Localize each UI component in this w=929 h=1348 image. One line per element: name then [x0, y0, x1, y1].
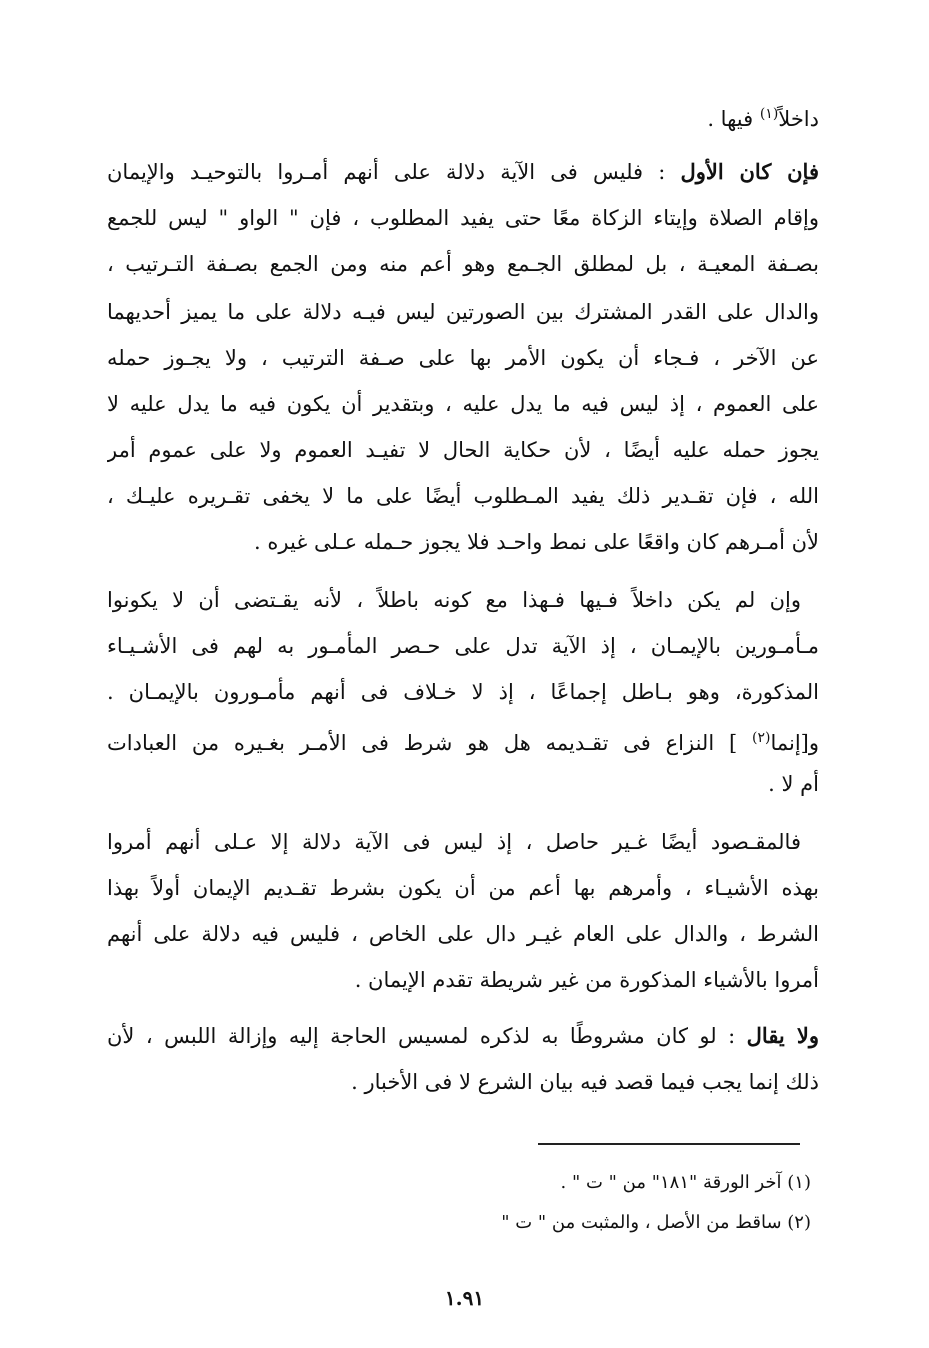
line-text: فالمقـصود أيضًا غـير حاصل ، إذ ليس فى الآية دلالة إلا عـلى أنهم أمروا — [107, 830, 801, 854]
footnote-2: (٢) ساقط من الأصل ، والمثبت من " ت " — [501, 1212, 811, 1233]
line-text: أمروا بالأشياء المذكورة من غير شريطة تقدم الإيمان . — [354, 968, 819, 992]
top-line-rest: فيها . — [707, 107, 754, 131]
line-text: : لو كان مشروطًا به لذكره لمسيس الحاجة إليه وإزالة اللبس ، لأن — [107, 1024, 747, 1048]
body-line — [107, 718, 819, 758]
body-line — [107, 384, 819, 424]
body-line — [107, 914, 819, 954]
body-line — [107, 1062, 819, 1102]
line-text: بهذه الأشيـاء ، وأمرهم بها أعم من أن يكون بشرط تقـديم الإيمان أولاً بهذا — [107, 876, 819, 900]
line-text: لأن أمـرهم كان واقعًا على نمط واحـد فلا يجوز حـمله عـلى غيره . — [254, 530, 819, 554]
line-text: والدال على القدر المشترك بين الصورتين ليس فيـه دلالة على ما يميز أحديهما — [107, 300, 819, 324]
footnote-separator — [538, 1143, 800, 1145]
line-text: ] النزاع فى تقـديمه هل هو شرط فى الأمـر بغـيره من العبادات — [107, 731, 752, 755]
body-line — [107, 1016, 819, 1056]
line-text: على العموم ، إذ ليس فيه ما يدل عليه ، وبتقدير أن يكون فيه ما يدل عليه لا — [107, 392, 819, 416]
body-line — [107, 244, 819, 284]
line-text: الله ، فإن تقـدير ذلك يفيد المـطلوب أيضًا على ما لا يخفى تقـريره عليـك ، — [107, 484, 819, 508]
body-line — [107, 580, 801, 620]
page-number: ١.٩١ — [444, 1286, 485, 1310]
body-line — [107, 338, 819, 378]
line-text: : فليس فى الآية دلالة على أنهم أمـروا بالتوحيـد والإيمان — [107, 160, 681, 184]
body-line — [107, 960, 819, 1000]
body-line — [107, 672, 819, 712]
body-line — [107, 822, 801, 862]
line-text: عن الآخر ، فـجاء أن يكون الأمر بها على صـفة الترتيب ، ولا يجـوز حمله — [107, 346, 819, 370]
line-lead: ولا يقال — [746, 1023, 819, 1048]
footnote-ref-2: (٢) — [751, 730, 771, 746]
body-line — [107, 522, 819, 562]
line-text: الشرط ، والدال على العام غيـر دال على الخاص ، فليس فيه دلالة على أنهم — [107, 922, 819, 946]
line-text: يجوز حمله عليه أيضًا ، لأن حكاية الحال لا تفيـد العموم ولا على عموم أمر — [107, 438, 819, 462]
body-line — [107, 764, 819, 804]
body-line — [107, 626, 819, 666]
body-line — [107, 868, 819, 908]
line-text: المذكورة، وهو بـاطل إجماعًا ، إذ لا خـلاف فى أنهم مأمـورون بالإيمـان . — [107, 680, 819, 704]
body-line — [107, 476, 819, 516]
footnote-1: (١) آخر الورقة "١٨١" من " ت " . — [560, 1172, 811, 1193]
top-line-word: داخلاً — [778, 107, 819, 131]
line-text: بصـفة المعيـة ، بل لمطلق الجـمع وهو أعم منه ومن الجمع بصـفة التـرتيب ، — [107, 252, 819, 276]
footnote-ref-1: (١) — [759, 106, 779, 122]
body-line — [107, 430, 819, 470]
body-line — [107, 152, 819, 192]
line-text: أم لا . — [768, 772, 819, 796]
body-line — [107, 292, 819, 332]
top-line — [707, 94, 819, 139]
line-lead: فإن كان الأول — [680, 159, 819, 184]
line-text: مـأمـورين بالإيمـان ، إذ الآية تدل على حـصر المأمـور به لهم فى الأشـيـاء — [107, 634, 819, 658]
line-text: ذلك إنما يجب فيما قصد فيه بيان الشرع لا فى الأخبار . — [351, 1070, 819, 1094]
body-line — [107, 198, 819, 238]
line-text: وإن لم يكن داخلاً فـيها فـهذا مع كونه باطلاً ، لأنه يقـتضى أن لا يكونوا — [107, 588, 801, 612]
line-text: وإقام الصلاة وإيتاء الزكاة معًا حتى يفيد المطلوب ، فإن " الواو " ليس للجمع — [107, 206, 819, 230]
line-pre: و[إنما — [770, 731, 819, 755]
